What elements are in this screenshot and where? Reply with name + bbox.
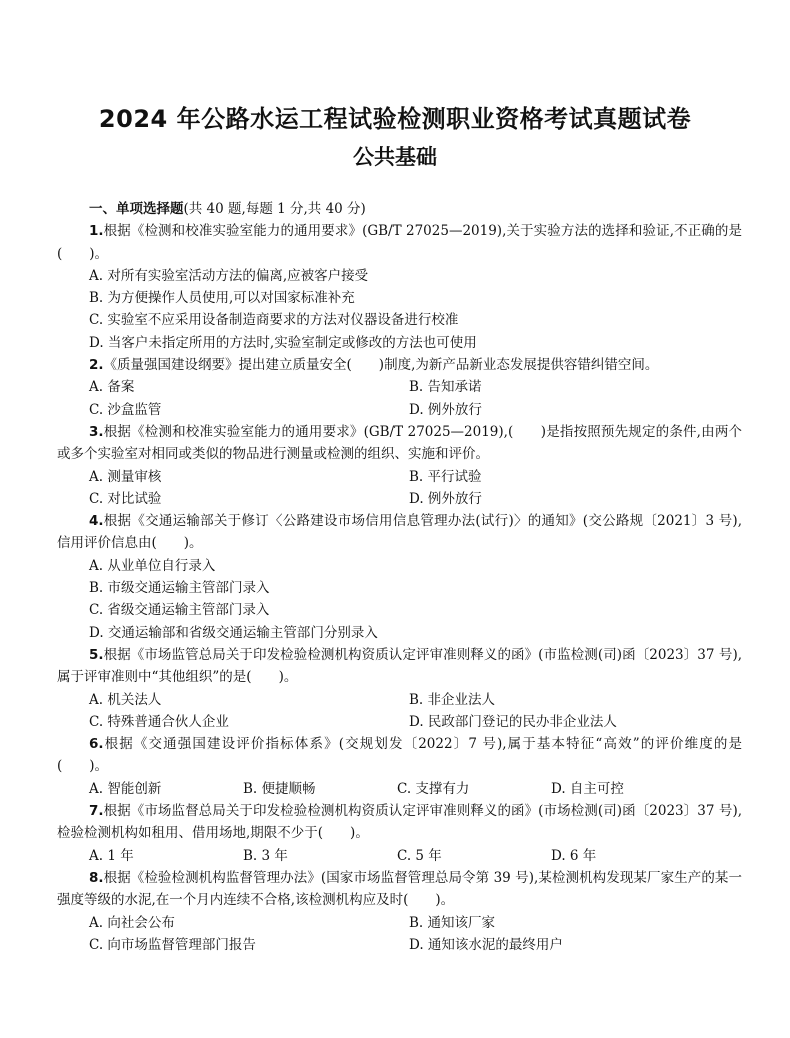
- option: B. 通知该厂家: [409, 914, 496, 931]
- section-title: 一、单项选择题: [89, 201, 184, 217]
- question-number: 6.: [89, 736, 104, 753]
- option: A. 备案: [89, 379, 135, 396]
- question-8: [57, 867, 742, 912]
- question-number: 2.: [89, 357, 104, 374]
- option-row: [57, 399, 742, 421]
- question-number: 1.: [89, 223, 104, 240]
- option: D. 6 年: [551, 847, 597, 864]
- question-text: 根据《市场监管总局关于印发检验检测机构资质认定评审准则释义的函》(市监检测(司)函〔2023〕37 号),属于评审准则中“其他组织”的是( )。: [57, 646, 742, 686]
- page-title: 2024 年公路水运工程试验检测职业资格考试真题试卷: [98, 105, 692, 133]
- question-text: 《质量强国建设纲要》提出建立质量安全( )制度,为新产品新业态发展提供容错纠错空间。: [103, 357, 659, 374]
- question-6: [57, 733, 742, 778]
- option-row: [57, 912, 742, 934]
- option: D. 当客户未指定所用的方法时,实验室制定或修改的方法也可使用: [89, 334, 477, 351]
- question-4: [57, 510, 742, 555]
- question-text: 根据《检测和校准实验室能力的通用要求》(GB/T 27025—2019),( )是指按照预先规定的条件,由两个或多个实验室对相同或类似的物品进行测量或检测的组织、实施和评价。: [57, 423, 742, 463]
- option: C. 省级交通运输主管部门录入: [89, 602, 270, 619]
- question-5: [57, 644, 742, 689]
- option: D. 民政部门登记的民办非企业法人: [409, 713, 617, 730]
- option: D. 交通运输部和省级交通运输主管部门分别录入: [89, 624, 378, 641]
- option: D. 例外放行: [409, 490, 482, 507]
- section-note: (共 40 题,每题 1 分,共 40 分): [183, 201, 366, 217]
- option: C. 支撑有力: [397, 780, 470, 797]
- question-number: 5.: [89, 646, 104, 663]
- option-row: [57, 466, 742, 488]
- option: B. 平行试验: [409, 468, 482, 485]
- option-row: [57, 689, 742, 711]
- option: A. 从业单位自行录入: [89, 557, 216, 574]
- option: A. 对所有实验室活动方法的偏离,应被客户接受: [89, 267, 369, 284]
- option: A. 机关法人: [89, 691, 162, 708]
- option: B. 为方便操作人员使用,可以对国家标准补充: [89, 290, 355, 307]
- question-3: [57, 421, 742, 466]
- option-row: [57, 488, 742, 510]
- question-number: 8.: [89, 869, 104, 886]
- question-number: 7.: [89, 803, 104, 820]
- option: C. 沙盒监管: [89, 401, 162, 418]
- question-text: 根据《交通运输部关于修订〈公路建设市场信用信息管理办法(试行)〉的通知》(交公路规〔2021〕3 号),信用评价信息由( )。: [57, 513, 742, 552]
- option: B. 市级交通运输主管部门录入: [89, 580, 270, 597]
- section-heading: [57, 198, 742, 220]
- option: C. 对比试验: [89, 490, 162, 507]
- option: A. 智能创新: [89, 780, 162, 797]
- option: B. 告知承诺: [409, 379, 482, 396]
- option: A. 测量审核: [89, 468, 162, 485]
- question-text: 根据《市场监督总局关于印发检验检测机构资质认定评审准则释义的函》(市场检测(司)函〔2023〕37 号),检验检测机构如租用、借用场地,期限不少于( )。: [57, 803, 742, 842]
- option: C. 5 年: [397, 847, 442, 864]
- question-number: 4.: [89, 513, 104, 530]
- question-text: 根据《检测和校准实验室能力的通用要求》(GB/T 27025—2019),关于实验方法的选择和验证,不正确的是( )。: [57, 223, 742, 262]
- option: D. 例外放行: [409, 401, 482, 418]
- question-text: 根据《交通强国建设评价指标体系》(交规划发〔2022〕7 号),属于基本特征“高效”的评价维度的是( )。: [57, 736, 742, 775]
- question-7: [57, 800, 742, 845]
- question-number: 3.: [89, 423, 104, 440]
- question-text: 根据《检验检测机构监督管理办法》(国家市场监督管理总局令第 39 号),某检测机构发现某厂家生产的某一强度等级的水泥,在一个月内连续不合格,该检测机构应及时( )。: [57, 869, 742, 909]
- question-2: [57, 354, 742, 376]
- option: C. 向市场监督管理部门报告: [89, 936, 256, 953]
- page-subtitle: 公共基础: [353, 145, 437, 169]
- exam-body: [57, 198, 742, 956]
- option-row: [57, 934, 742, 956]
- question-1: [57, 220, 742, 265]
- option: B. 便捷顺畅: [243, 780, 316, 797]
- option-row: [57, 711, 742, 733]
- option: C. 实验室不应采用设备制造商要求的方法对仪器设备进行校准: [89, 312, 459, 329]
- option-row: [57, 376, 742, 398]
- option: D. 通知该水泥的最终用户: [409, 936, 563, 953]
- option: B. 非企业法人: [409, 691, 496, 708]
- option: C. 特殊普通合伙人企业: [89, 713, 229, 730]
- option: B. 3 年: [243, 847, 288, 864]
- option-row: [57, 778, 742, 800]
- option: D. 自主可控: [551, 780, 624, 797]
- option: A. 向社会公布: [89, 914, 175, 931]
- option-row: [57, 845, 742, 867]
- option: A. 1 年: [89, 847, 134, 864]
